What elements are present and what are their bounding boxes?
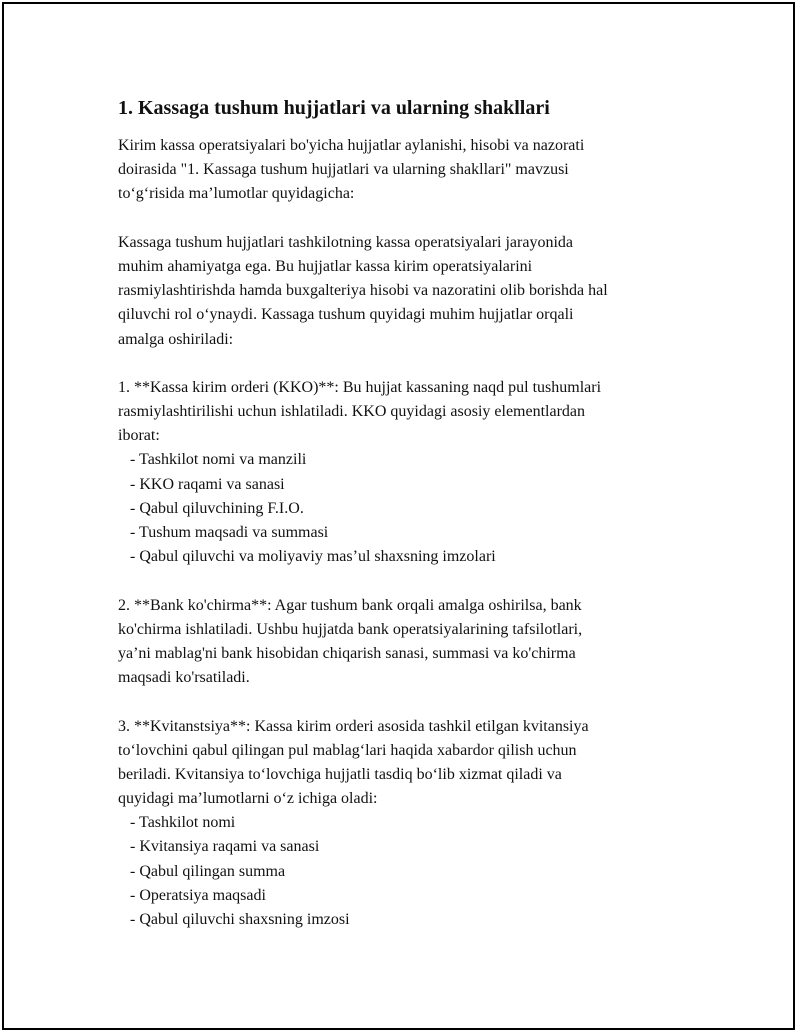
item-line: rasmiylashtirilishi uchun ishlatiladi. KKO quyidagi asosiy elementlardan bbox=[118, 403, 586, 421]
intro-paragraph bbox=[118, 134, 698, 207]
bullet-item: - Qabul qiluvchining F.I.O. bbox=[130, 499, 304, 517]
item-line: beriladi. Kvitansiya to‘lovchiga hujjatli tasdiq bo‘lib xizmat qiladi va bbox=[118, 765, 562, 783]
item-line: ko'chirma ishlatiladi. Ushbu hujjatda bank operatsiyalarining tafsilotlari, bbox=[118, 620, 583, 638]
item-line: to‘lovchini qabul qilingan pul mablag‘lari haqida xabardor qilish uchun bbox=[118, 741, 577, 759]
intro-line: to‘g‘risida ma’lumotlar quyidagicha: bbox=[118, 185, 355, 203]
item-line: 2. **Bank ko'chirma**: Agar tushum bank orqali amalga oshirilsa, bank bbox=[118, 596, 582, 614]
paragraph-spacer bbox=[118, 207, 698, 231]
item-line: quyidagi ma’lumotlarni o‘z ichiga oladi: bbox=[118, 790, 378, 808]
bullet-item: - Qabul qilingan summa bbox=[130, 862, 286, 880]
paragraph-spacer bbox=[118, 352, 698, 376]
item-bank-kochirma bbox=[118, 594, 698, 691]
document-title: 1. Kassaga tushum hujjatlari va ularning shakllari bbox=[118, 97, 550, 119]
document-body bbox=[118, 96, 698, 932]
paragraph-spacer bbox=[118, 569, 698, 593]
bullet-item: - Tushum maqsadi va summasi bbox=[130, 524, 329, 541]
overview-line: qiluvchi rol o‘ynaydi. Kassaga tushum quyidagi muhim hujjatlar orqali bbox=[118, 306, 574, 324]
bullet-item: - KKO raqami va sanasi bbox=[130, 475, 285, 493]
overview-line: amalga oshiriladi: bbox=[118, 330, 234, 348]
bullet-item: - Tashkilot nomi bbox=[130, 814, 236, 832]
overview-paragraph bbox=[118, 231, 698, 352]
paragraph-spacer bbox=[118, 690, 698, 714]
item-kvitansiya bbox=[118, 715, 698, 933]
overview-line: Kassaga tushum hujjatlari tashkilotning kassa operatsiyalari jarayonida bbox=[118, 233, 573, 251]
overview-line: muhim ahamiyatga ega. Bu hujjatlar kassa kirim operatsiyalarini bbox=[118, 257, 533, 275]
bullet-item: - Kvitansiya raqami va sanasi bbox=[130, 838, 320, 856]
bullet-item: - Operatsiya maqsadi bbox=[130, 886, 266, 904]
item-line: ya’ni mablag'ni bank hisobidan chiqarish sanasi, summasi va ko'chirma bbox=[118, 644, 576, 662]
overview-line: rasmiylashtirishda hamda buxgalteriya hisobi va nazoratini olib borishda hal bbox=[118, 282, 608, 300]
item-line: maqsadi ko'rsatiladi. bbox=[118, 669, 250, 687]
item-line: iborat: bbox=[118, 427, 160, 445]
intro-line: doirasida "1. Kassaga tushum hujjatlari va ularning shakllari" mavzusi bbox=[118, 161, 569, 179]
intro-line: Kirim kassa operatsiyalari bo'yicha hujjatlar aylanishi, hisobi va nazorati bbox=[118, 137, 585, 154]
bullet-item: - Qabul qiluvchi va moliyaviy mas’ul shaxsning imzolari bbox=[130, 548, 496, 566]
item-kassa-kirim-orderi bbox=[118, 376, 698, 570]
item-line: 1. **Kassa kirim orderi (KKO)**: Bu hujjat kassaning naqd pul tushumlari bbox=[118, 378, 602, 396]
bullet-item: - Tashkilot nomi va manzili bbox=[130, 451, 307, 469]
item-line: 3. **Kvitanstsiya**: Kassa kirim orderi asosida tashkil etilgan kvitansiya bbox=[118, 717, 589, 735]
bullet-item: - Qabul qiluvchi shaxsning imzosi bbox=[130, 911, 350, 928]
